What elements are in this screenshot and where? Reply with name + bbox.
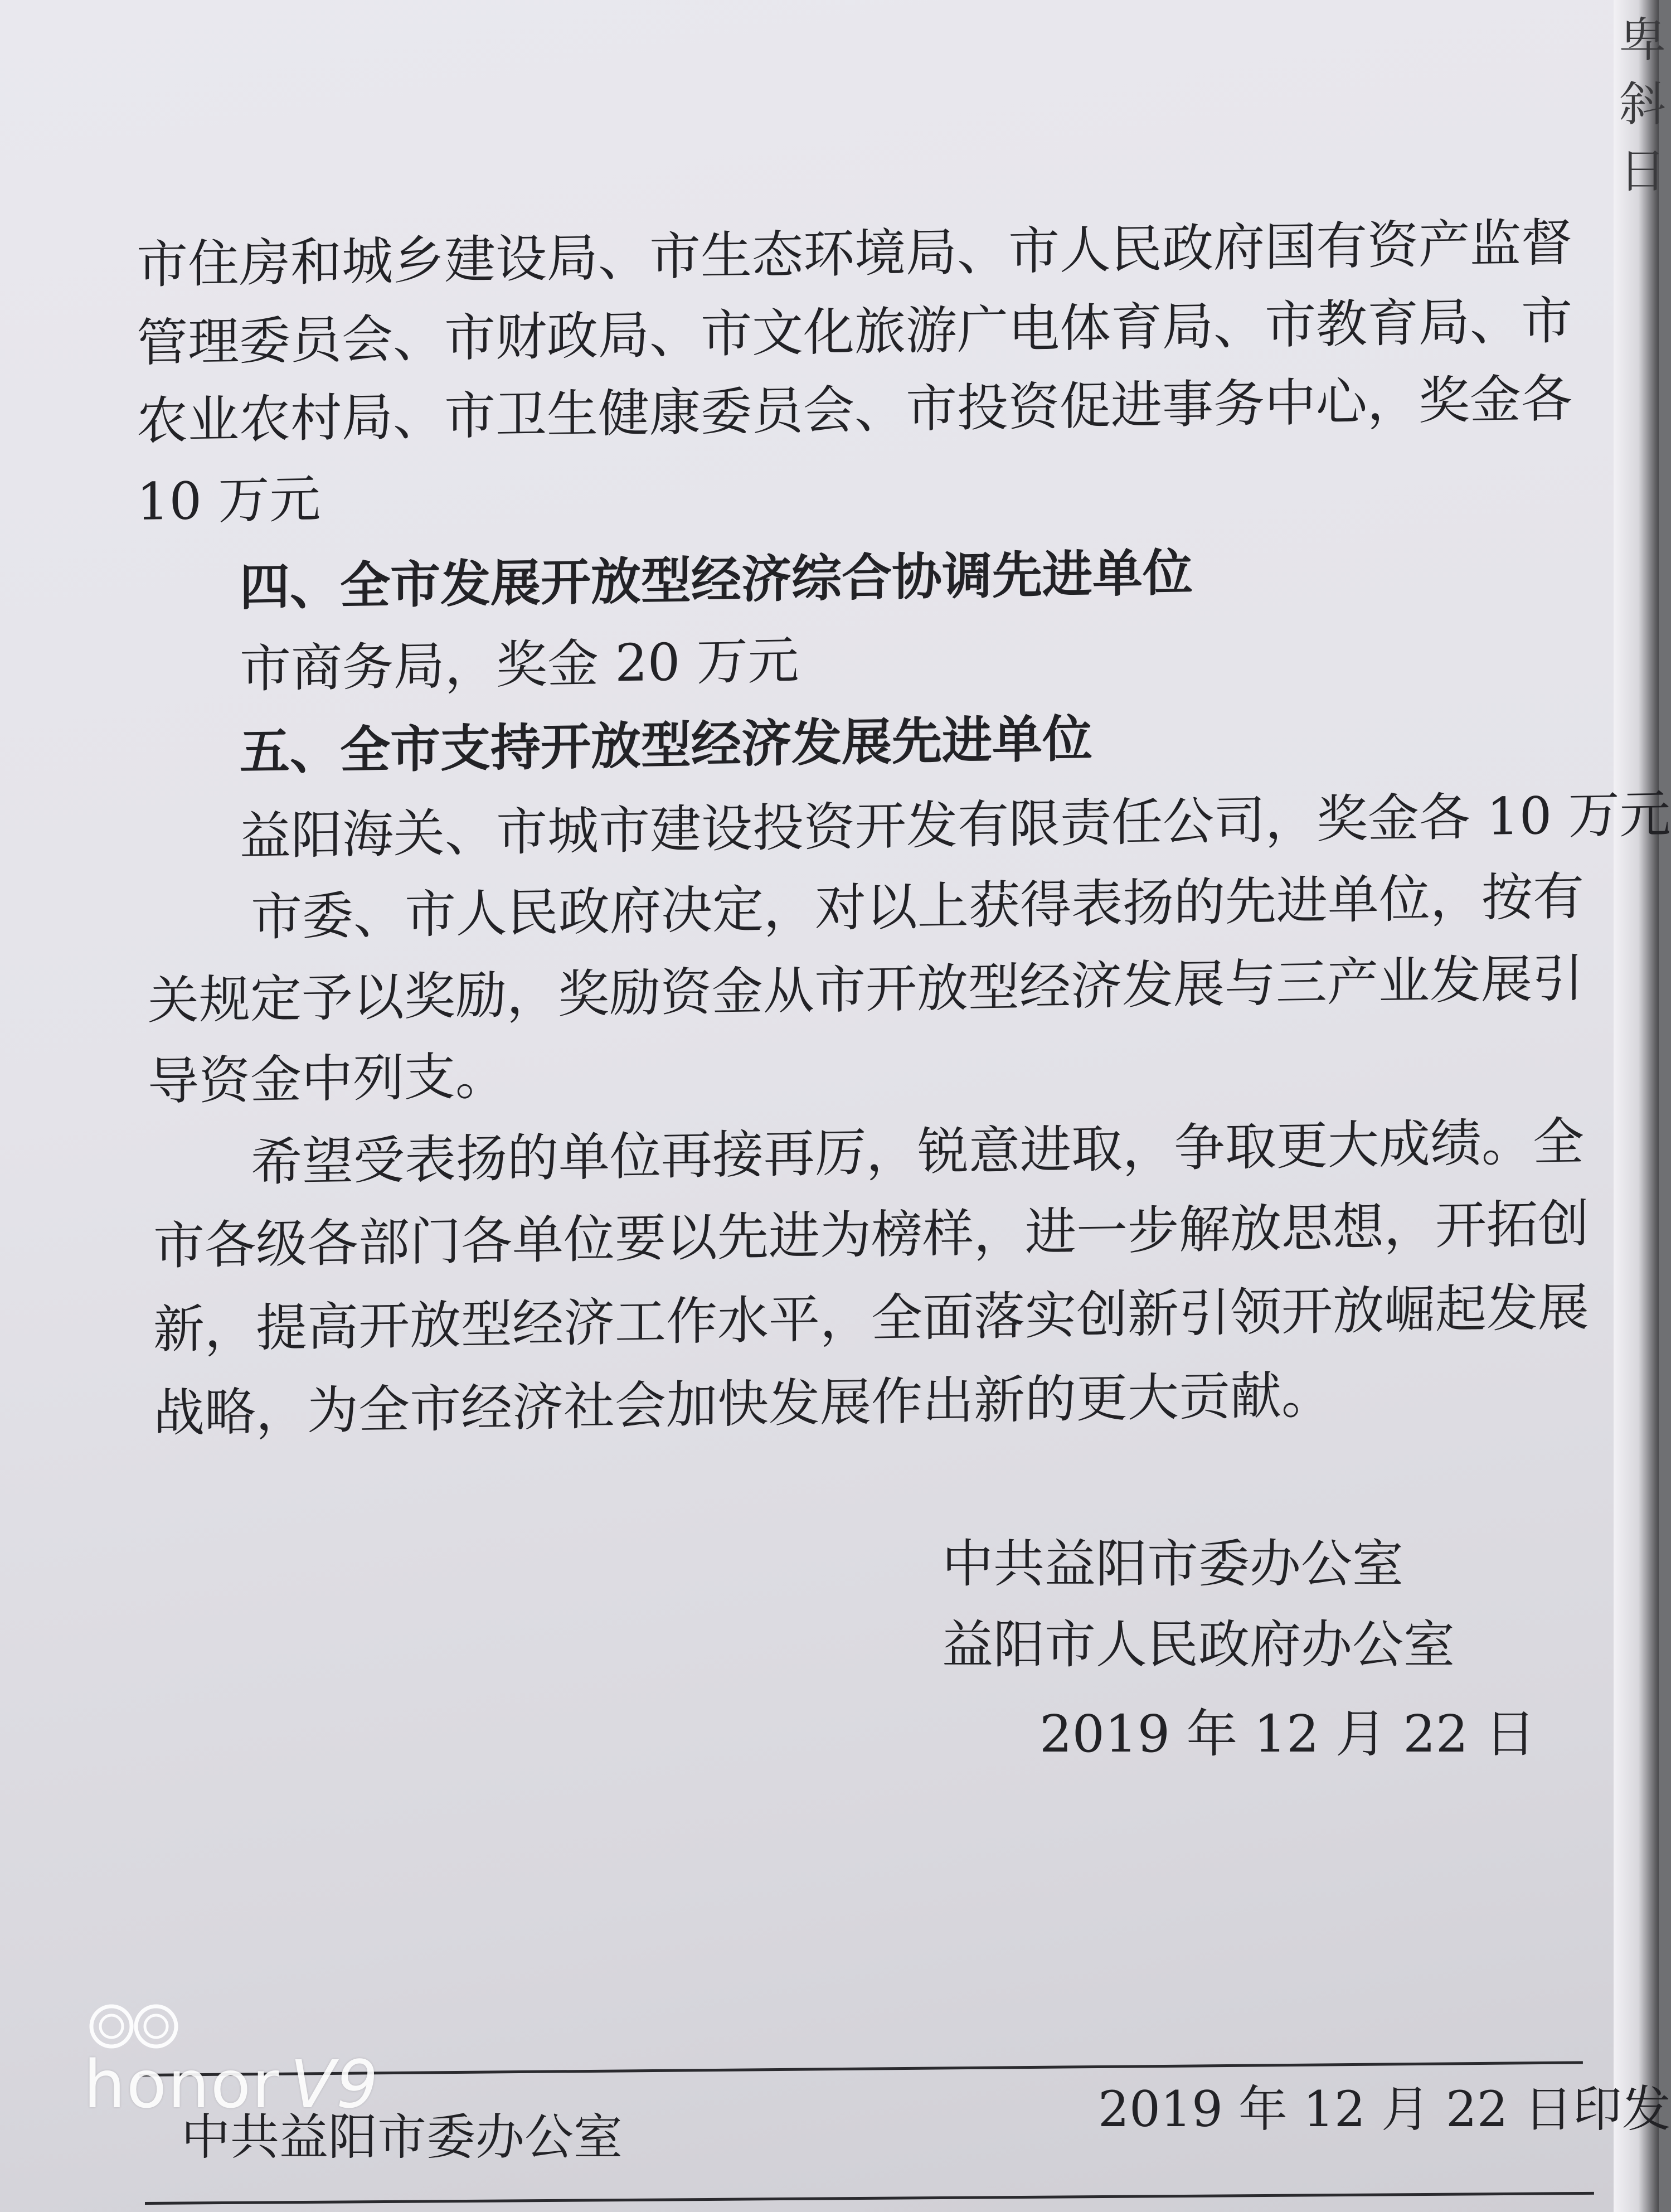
signature-org-government-office: 益阳市人民政府办公室 [942, 1615, 1455, 1675]
body-para1-line1: 市住房和城乡建设局、市生态环境局、市人民政府国有资产监督 [137, 212, 1573, 295]
body-para2-line3: 导资金中列支。 [148, 1046, 507, 1112]
body-para3-line1: 希望受表扬的单位再接再厉，锐意进取，争取更大成绩。全 [251, 1112, 1585, 1192]
section5-awardee: 益阳海关、市城市建设投资开发有限责任公司，奖金各 10 万元 [240, 784, 1671, 866]
footer-issuer: 中共益阳市委办公室 [181, 2108, 623, 2166]
edge-char-2: 斜 [1619, 77, 1667, 132]
body-para1-line3: 农业农村局、市卫生健康委员会、市投资促进事务中心，奖金各 [137, 368, 1573, 451]
body-para3-line2: 市各级各部门各单位要以先进为榜样，进一步解放思想，开拓创 [153, 1194, 1590, 1276]
section5-heading: 五、全市支持开放型经济发展先进单位 [240, 709, 1092, 782]
signature-date: 2019 年 12 月 22 日 [1039, 1704, 1536, 1764]
section4-awardee: 市商务局，奖金 20 万元 [240, 630, 799, 699]
body-para2-line1: 市委、市人民政府决定，对以上获得表扬的先进单位，按有 [251, 866, 1585, 947]
body-para3-line4: 战略，为全市经济社会加快发展作出新的更大贡献。 [153, 1365, 1333, 1443]
body-para1-line4: 10 万元 [137, 469, 321, 532]
watermark-brand-name: honor [84, 2046, 280, 2123]
body-para1-line2: 管理委员会、市财政局、市文化旅游广电体育局、市教育局、市 [137, 290, 1573, 373]
section4-heading: 四、全市发展开放型经济综合协调先进单位 [240, 544, 1193, 617]
camera-watermark [84, 2001, 429, 2123]
camera-logo-icon [84, 2001, 195, 2051]
watermark-model: V9 [290, 2046, 380, 2123]
adjacent-page-edge [1614, 0, 1667, 2212]
edge-char-1: 卑 [1619, 13, 1667, 67]
watermark-brand [84, 2046, 380, 2123]
edge-char-3: 日 [1619, 144, 1667, 198]
footer-print-date: 2019 年 12 月 22 日印发 [1098, 2080, 1671, 2138]
body-para2-line2: 关规定予以奖励，奖励资金从市开放型经济发展与三产业发展引 [148, 948, 1584, 1031]
signature-org-party-office: 中共益阳市委办公室 [942, 1534, 1404, 1594]
body-para3-line3: 新，提高开放型经济工作水平，全面落实创新引领开放崛起发展 [153, 1277, 1590, 1360]
